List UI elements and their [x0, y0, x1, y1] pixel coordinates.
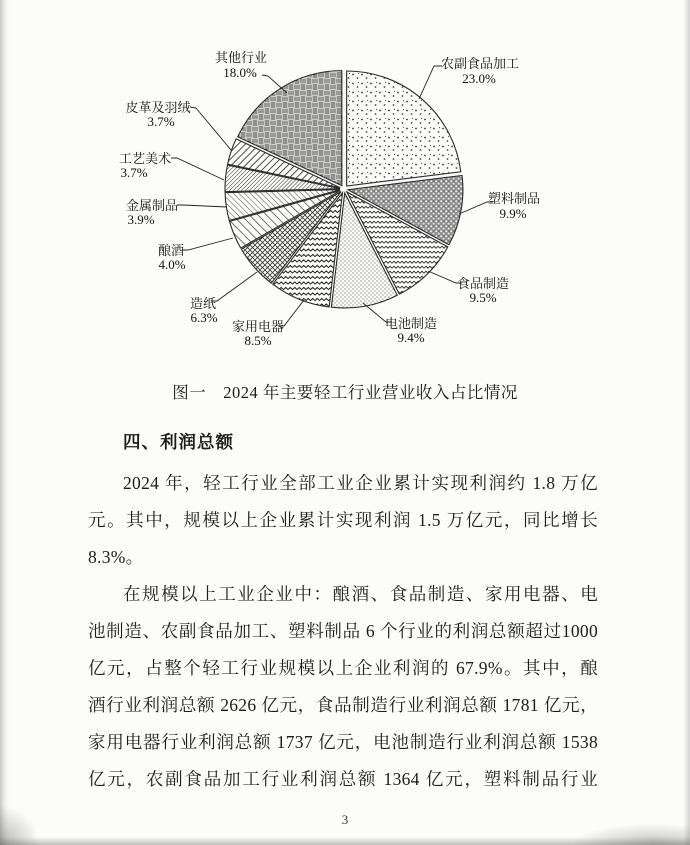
- text-line: 在规模以上工业企业中：酿酒、食品制造、家用电器、电: [123, 584, 598, 604]
- figure-caption: 图一 2024 年主要轻工行业营业收入占比情况: [172, 383, 518, 402]
- leader-line-jinshu: [177, 205, 227, 207]
- slice-pct-niangjiu: 4.0%: [158, 257, 186, 272]
- pie-slices: [225, 71, 463, 308]
- leader-line-pige: [190, 107, 231, 150]
- pie-chart: [0, 0, 690, 375]
- paragraph-profit-total: [88, 465, 598, 576]
- text-line: 亿元，占整个轻工行业规模以上企业利润的 67.9%。其中，酿: [88, 658, 598, 678]
- slice-label-dianchi: 电池制造: [384, 316, 438, 331]
- scan-artifact-bottom-right-smudge: [570, 823, 690, 845]
- scan-artifact-left-edge: [0, 0, 9, 845]
- slice-pct-qita: 18.0%: [223, 65, 257, 80]
- text-line: 家用电器行业利润总额 1737 亿元，电池制造行业利润总额 1538: [88, 732, 598, 752]
- slice-pct-zaozhi: 6.3%: [190, 310, 218, 325]
- leader-line-nongfu: [419, 66, 442, 99]
- slice-pct-dianchi: 9.4%: [397, 330, 425, 345]
- paragraph-industry-breakdown: [88, 576, 598, 798]
- slice-pct-shipin: 9.5%: [469, 290, 497, 305]
- body-text: [88, 465, 598, 798]
- text-line: 8.3%。: [88, 547, 144, 567]
- text-line: 池制造、农副食品加工、塑料制品 6 个行业的利润总额超过1000: [88, 621, 598, 641]
- leader-line-gongyi: [171, 158, 224, 180]
- slice-pct-suliao: 9.9%: [499, 206, 527, 221]
- slice-label-niangjiu: 酿酒: [157, 243, 185, 258]
- section-heading: 四、利润总额: [123, 432, 234, 452]
- slice-label-jinshu: 金属制品: [125, 198, 179, 213]
- leader-line-zaozhi: [211, 272, 257, 301]
- slice-label-pige: 皮革及羽绒: [125, 100, 191, 115]
- slice-label-qita: 其他行业: [214, 50, 268, 65]
- slice-pct-nongfu: 23.0%: [462, 71, 496, 86]
- slice-label-nongfu: 农副食品加工: [440, 56, 520, 71]
- slice-pct-jinshu: 3.9%: [127, 212, 155, 227]
- slice-pct-pige: 3.7%: [147, 114, 175, 129]
- text-line: 2024 年，轻工行业全部工业企业累计实现利润约 1.8 万亿: [123, 473, 598, 493]
- text-line: 酒行业利润总额 2626 亿元，食品制造行业利润总额 1781 亿元，: [88, 695, 598, 715]
- scan-artifact-right-edge: [683, 0, 690, 845]
- slice-label-suliao: 塑料制品: [487, 191, 541, 206]
- slice-label-shipin: 食品制造: [456, 276, 510, 291]
- pie-slice-nongfu: [347, 71, 461, 186]
- slice-label-gongyi: 工艺美术: [118, 151, 172, 166]
- slice-pct-jiayong: 8.5%: [244, 333, 272, 348]
- leader-line-niangjiu: [182, 238, 233, 250]
- text-line: 元。其中，规模以上企业累计实现利润 1.5 万亿元，同比增长: [88, 510, 598, 530]
- slice-label-zaozhi: 造纸: [189, 296, 217, 311]
- page-number: 3: [341, 812, 349, 827]
- slice-pct-gongyi: 3.7%: [120, 165, 148, 180]
- slice-label-jiayong: 家用电器: [231, 319, 285, 334]
- text-line: 亿元，农副食品加工行业利润总额 1364 亿元，塑料制品行业: [88, 769, 598, 789]
- scan-artifact-bottom-left-smudge: [0, 805, 40, 845]
